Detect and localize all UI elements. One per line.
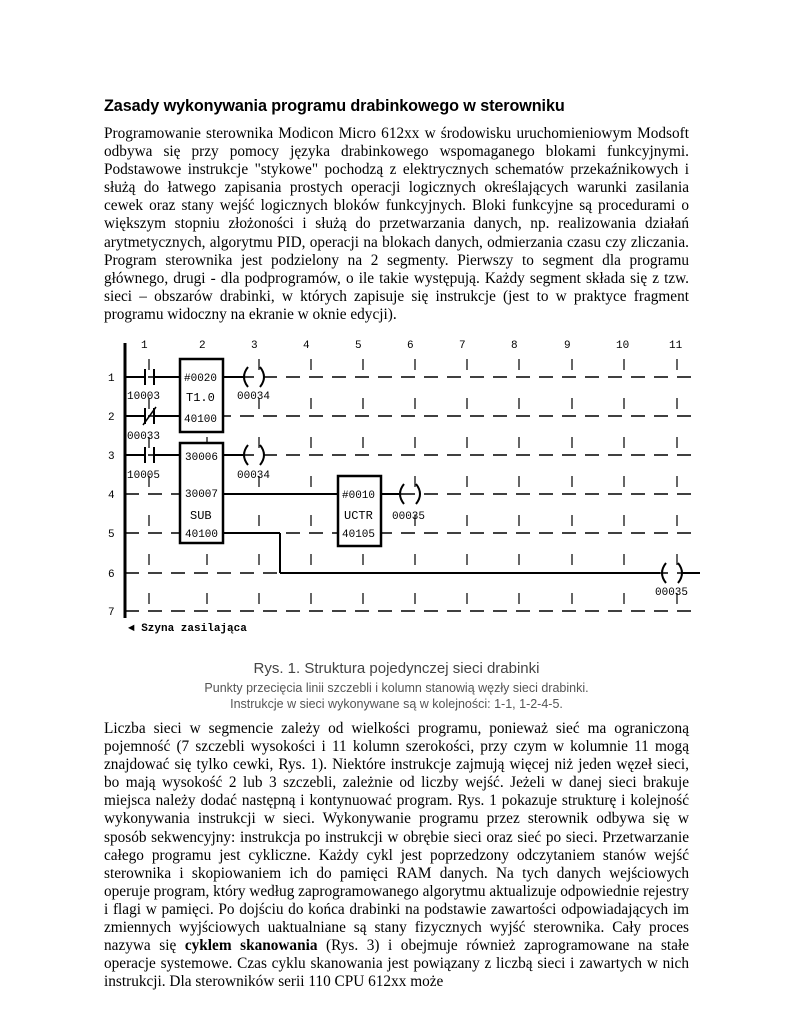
sub-register: 40100 [185,529,219,541]
column-number: 6 [407,340,414,352]
paragraph-main [104,720,689,991]
column-number: 11 [669,340,683,352]
sub-input-1: 30006 [185,452,219,464]
contact-00033 [125,407,180,443]
uctr-register: 40105 [342,529,376,541]
column-numbers [141,340,683,352]
coil-00035-a [392,484,425,523]
column-number: 2 [199,340,206,352]
coil-label-00035-a: 00035 [392,511,426,523]
figure-caption-title: Rys. 1. Struktura pojedynczej sieci drabinki [253,660,540,677]
column-number: 5 [355,340,362,352]
coil-label-00034-a: 00034 [237,391,271,403]
row-number: 3 [108,451,115,463]
row-number: 5 [108,529,115,541]
ladder-diagram [100,333,700,643]
paragraph-main-b: (Rys. 3) i obejmuje również zaprogramowane na stałe operacje systemowe. Czas cyklu skanowania jest powiązany z liczbą sieci i zawartych w nich instrukcji. Dla sterowników serii 110 CPU 612xx może [104,937,690,991]
sub-block [180,443,223,543]
figure-caption-line3: Instrukcje w sieci wykonywane są w kolejności: 1-1, 1-2-4-5. [230,697,563,711]
coil-00035-b [655,563,700,599]
sub-input-2: 30007 [185,489,219,501]
column-number: 3 [251,340,258,352]
section-heading: Zasady wykonywania programu drabinkowego w sterowniku [104,97,565,115]
timer-register: 40100 [184,414,218,426]
contact-10003 [125,369,180,403]
column-number: 9 [564,340,571,352]
contact-label-00033: 00033 [127,431,161,443]
figure-caption-line2: Punkty przecięcia linii szczebli i kolumn stanowią węzły sieci drabinki. [204,681,589,695]
timer-preset: #0020 [184,373,218,385]
column-number: 4 [303,340,310,352]
column-number: 8 [511,340,518,352]
uctr-block [338,476,381,546]
contact-label-10003: 10003 [127,391,161,403]
row-number: 7 [108,607,115,619]
contact-10005 [125,447,180,482]
contact-label-10005: 10005 [127,470,161,482]
column-number: 1 [141,340,148,352]
row-number: 6 [108,569,115,581]
row-number: 4 [108,490,115,502]
timer-type: T1.0 [186,391,215,405]
rail-label: ◄ Szyna zasilająca [128,623,247,635]
column-number: 10 [616,340,630,352]
row-numbers [108,373,115,619]
sub-type: SUB [190,509,212,523]
coil-label-00035-b: 00035 [655,587,689,599]
paragraph-intro: Programowanie sterownika Modicon Micro 612xx w środowisku uruchomieniowym Modsoft odbywa się przy pomocy języka drabinkowego wspomaganego blokami funkcyjnymi. Podstawowe instrukcje "stykowe" pochodzą z elektrycznych schematów przekaźnikowych i służą do łatwego zapisania prostych operacji logicznych określających warunki zasilania cewek oraz stany wejść logicznych bloków funkcyjnych. Bloki funkcyjne są procedurami o większym stopniu złożoności i służą do przetwarzania danych, np. realizowania działań arytmetycznych, algorytmu PID, operacji na blokach danych, odmierzania czasu czy zliczania. Program sterownika jest podzielony na 2 segmenty. Pierwszy to segment dla programu głównego, drugi - dla podprogramów, o ile takie występują. Każdy segment składa się z tzw. sieci – obszarów drabinki, w których zapisuje się instrukcje (jest to w praktyce fragment programu widoczny na ekranie w oknie edycji). [104,125,689,323]
timer-block [180,359,223,432]
column-number: 7 [459,340,466,352]
coil-00034-b [237,445,270,482]
coil-00034-a [237,367,270,403]
uctr-preset: #0010 [342,490,376,502]
uctr-type: UCTR [344,509,373,523]
paragraph-main-a: Liczba sieci w segmencie zależy od wielkości programu, ponieważ sieć ma ograniczoną pojemność (7 szczebli wysokości i 11 kolumn szerokości, przy czym w kolumnie 11 mogą znajdować się tylko cewki, Rys. 1). Niektóre instrukcje zajmują więcej niż jeden węzeł sieci, bo mają wysokość 2 lub 3 szczebli, zależnie od liczby wejść. Jeżeli w danej sieci brakuje miejsca należy dodać następną i kontynuować program. Rys. 1 pokazuje strukturę i kolejność wykonywania instrukcji w sieci. Wykonywanie programu przez sterownik odbywa się w sposób sekwencyjny: instrukcja po instrukcji w obrębie sieci oraz sieć po sieci. Przetwarzanie całego programu jest cykliczne. Każdy cykl jest poprzedzony odczytaniem stanów wejść sterownika i skopiowaniem ich do pamięci RAM danych. Na tych danych wejściowych operuje program, który według zaprogramowanego algorytmu aktualizuje odpowiednie rejestry i flagi w pamięci. Po dojściu do końca drabinki na podstawie zawartości odpowiadających im zmiennych wyjściowych uaktualniane są stany fizycznych wyjść sterownika. Cały proces nazywa się [104,720,689,955]
row-number: 2 [108,412,115,424]
coil-label-00034-b: 00034 [237,470,271,482]
row-number: 1 [108,373,115,385]
term-scan-cycle: cyklem skanowania [184,937,318,955]
